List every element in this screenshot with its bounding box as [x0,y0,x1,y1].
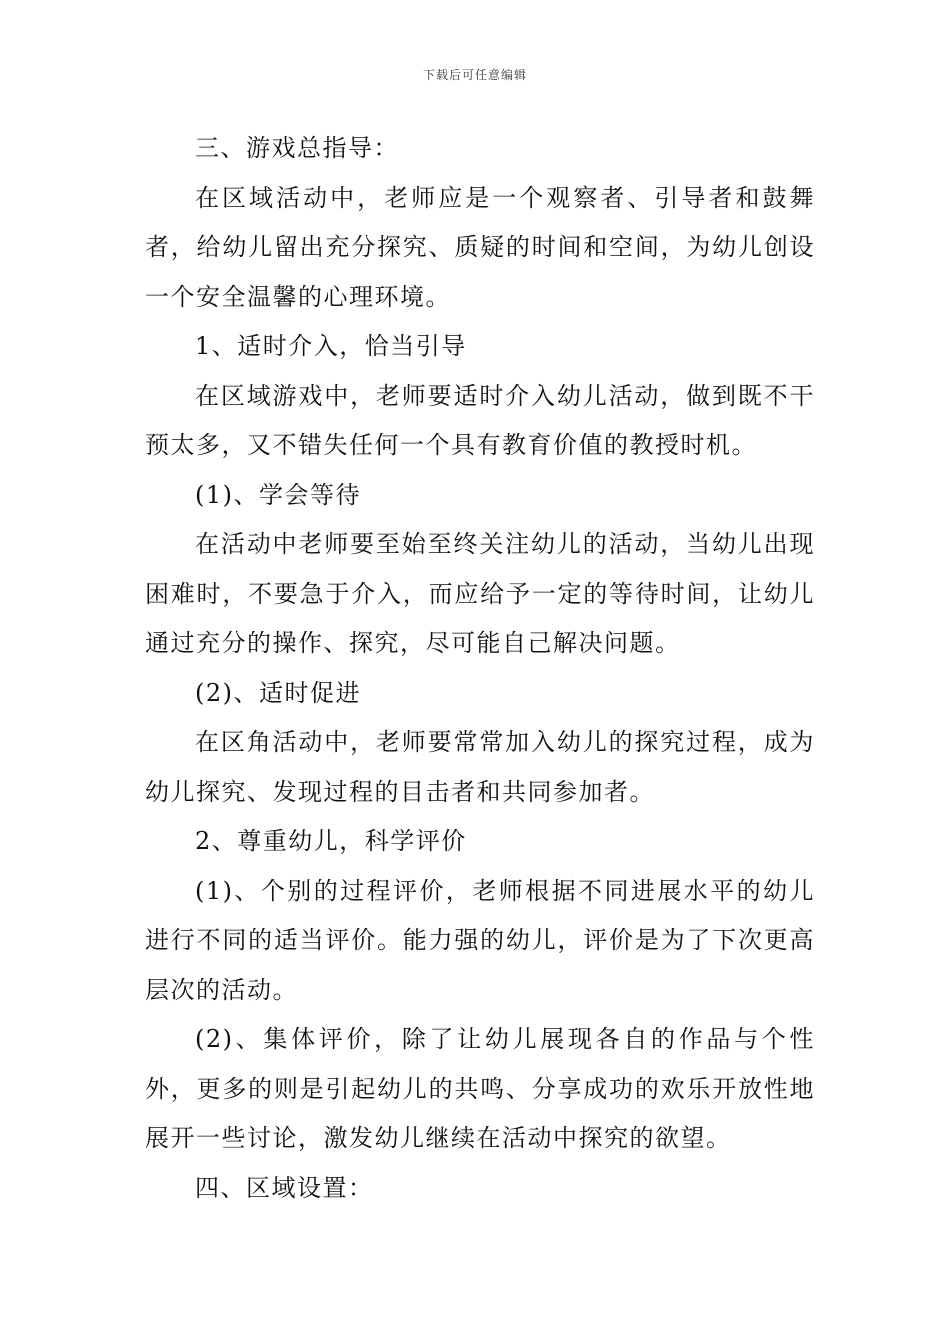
paragraph-teacher-role: 在区域活动中，老师应是一个观察者、引导者和鼓舞者，给幼儿留出充分探究、质疑的时间和空间，为幼儿创设一个安全温馨的心理环境。 [145,183,815,311]
paragraph-group-evaluation: (2)、集体评价，除了让幼儿展现各自的作品与个性外，更多的则是引起幼儿的共鸣、分享成功的欢乐开放性地展开一些讨论，激发幼儿继续在活动中探究的欲望。 [145,1025,815,1152]
subheading-timely-intervention: 1、适时介入，恰当引导 [195,332,467,360]
subheading-timely-promotion: (2)、适时促进 [195,678,361,707]
subheading-respect-evaluation: 2、尊重幼儿，科学评价 [195,827,467,855]
paragraph-promotion: 在区角活动中，老师要常常加入幼儿的探究过程，成为幼儿探究、发现过程的目击者和共同参加者。 [145,728,815,806]
paragraph-intervention: 在区域游戏中，老师要适时介入幼儿活动，做到既不干预太多，又不错失任何一个具有教育价值的教授时机。 [145,381,815,459]
section-heading-area-setup: 四、区域设置： [195,1173,374,1202]
paragraph-individual-evaluation: (1)、个别的过程评价，老师根据不同进展水平的幼儿进行不同的适当评价。能力强的幼儿，评价是为了下次更高层次的活动。 [145,876,815,1004]
subheading-learn-to-wait: (1)、学会等待 [195,480,361,509]
paragraph-waiting: 在活动中老师要至始至终关注幼儿的活动，当幼儿出现困难时，不要急于介入，而应给予一定的等待时间，让幼儿通过充分的操作、探究，尽可能自己解决问题。 [145,530,815,657]
header-note: 下载后可任意编辑 [422,68,527,82]
document-body [145,124,815,1213]
section-heading-game-guidance: 三、游戏总指导： [195,134,399,162]
